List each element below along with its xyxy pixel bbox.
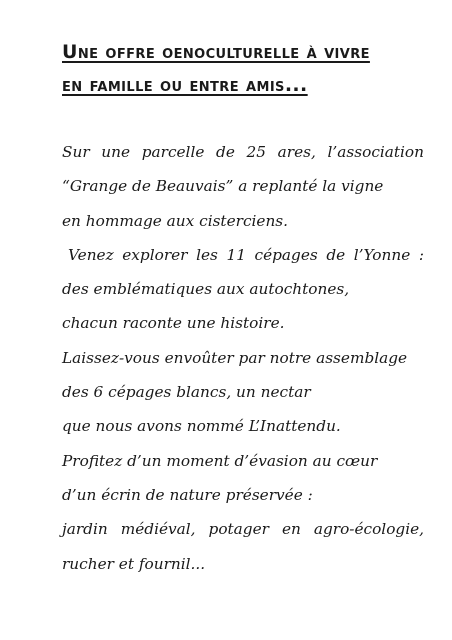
body-line: Sur une parcelle de 25 ares, l’association	[62, 143, 424, 161]
body-line: rucher et fournil...	[62, 554, 206, 573]
body-line: que nous avons nommé L’Inattendu.	[62, 417, 341, 436]
body-paragraph	[62, 135, 424, 581]
body-line: Venez explorer les 11 cépages de l’Yonne :	[68, 245, 424, 264]
body-line: chacun raconte une histoire.	[62, 314, 285, 333]
body-line: des emblématiques aux autochtones,	[62, 280, 350, 299]
title-line-1: Une offre oenoculturelle à vivre	[62, 41, 370, 63]
title-heading	[62, 36, 432, 102]
body-line: d’un écrin de nature préservée :	[62, 485, 313, 504]
title-line-2: en famille ou entre amis...	[62, 74, 308, 96]
body-line: des 6 cépages blancs, un nectar	[62, 383, 311, 402]
body-line: en hommage aux cisterciens.	[62, 211, 289, 230]
body-line: jardin médiéval, potager en agro-écologie,	[62, 520, 424, 539]
body-line: Profitez d’un moment d’évasion au cœur	[62, 451, 378, 470]
body-line: “Grange de Beauvais” a replanté la vigne	[62, 177, 384, 196]
body-line: Laissez-vous envoûter par notre assemblage	[62, 348, 408, 367]
